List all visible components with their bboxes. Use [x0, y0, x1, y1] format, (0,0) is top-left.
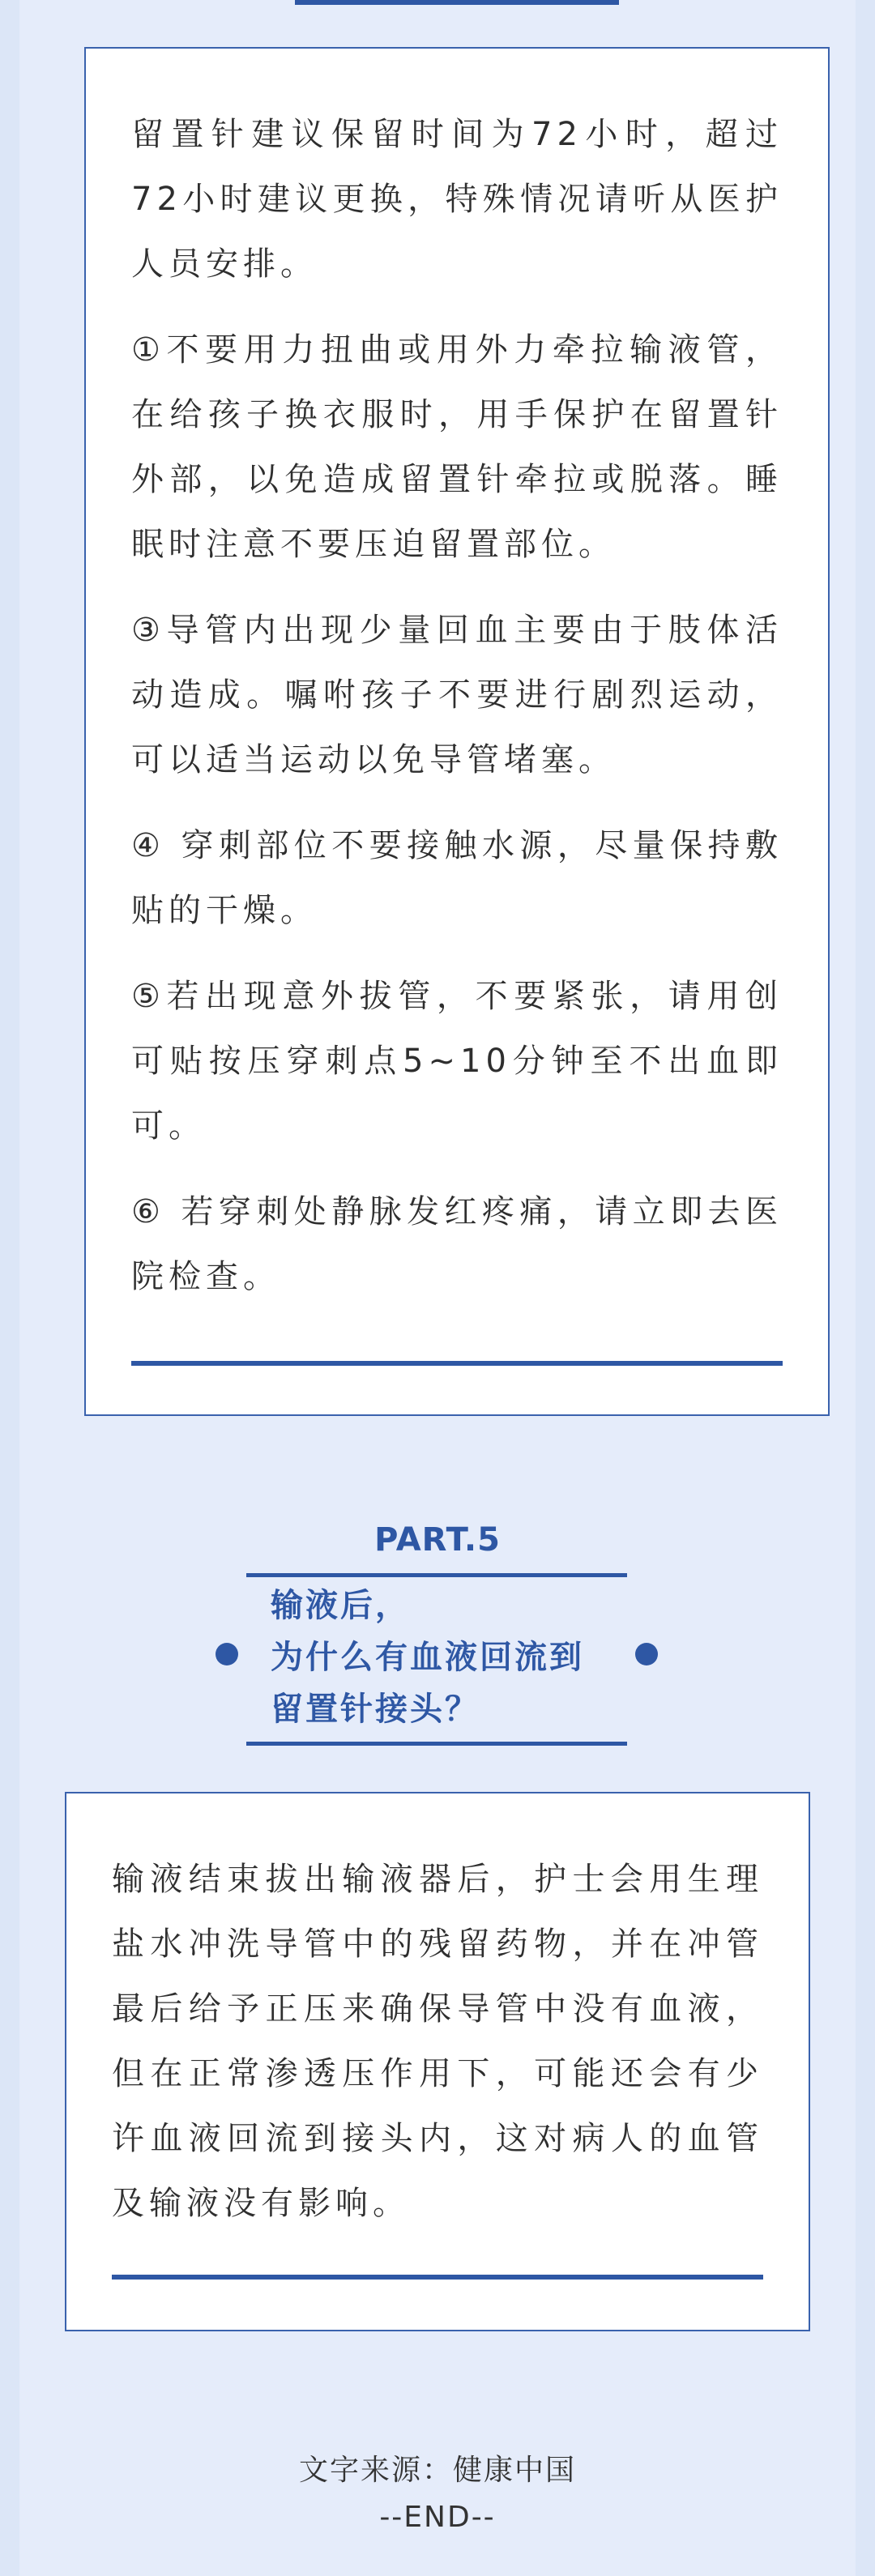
tips-paragraph: 留置针建议保留时间为72小时，超过72小时建议更换，特殊情况请听从医护人员安排。: [131, 116, 783, 283]
answer-card: [65, 1792, 810, 2331]
tips-paragraph: ③导管内出现少量回血主要由于肢体活动造成。嘱咐孩子不要进行剧烈运动，可以适当运动以免导管堵塞。: [131, 612, 783, 778]
heading-bottom-divider: [246, 1742, 627, 1746]
heading-line: 输液后，: [271, 1587, 410, 1624]
card-bottom-divider: [131, 1361, 783, 1366]
heading-line: 为什么有血液回流到: [271, 1639, 584, 1676]
bullet-dot-left: [216, 1643, 238, 1665]
tips-paragraph: ⑥ 若穿刺处静脉发红疼痛，请立即去医院检查。: [131, 1193, 783, 1295]
source-credit: 文字来源：健康中国: [298, 2454, 576, 2487]
end-marker: --END--: [379, 2501, 496, 2534]
tips-card: [84, 47, 830, 1416]
bullet-dot-right: [635, 1643, 658, 1665]
heading-top-divider: [246, 1573, 627, 1577]
tips-paragraph: ④ 穿刺部位不要接触水源，尽量保持敷贴的干燥。: [131, 827, 783, 929]
card-bottom-divider: [112, 2275, 763, 2280]
part-label: PART.5: [374, 1521, 501, 1559]
heading-line: 留置针接头？: [271, 1691, 480, 1728]
tips-paragraph: ⑤若出现意外拔管，不要紧张，请用创可贴按压穿刺点5~10分钟至不出血即可。: [131, 978, 783, 1145]
tips-paragraph: ①不要用力扭曲或用外力牵拉输液管，在给孩子换衣服时，用手保护在留置针外部，以免造成留置针牵拉或脱落。睡眠时注意不要压迫留置部位。: [131, 331, 783, 563]
section-heading: [271, 1580, 627, 1735]
answer-paragraph: 输液结束拔出输液器后，护士会用生理盐水冲洗导管中的残留药物，并在冲管最后给予正压来确保导管中没有血液，但在正常渗透压作用下，可能还会有少许血液回流到接头内，这对病人的血管及输液没有影响。: [112, 1861, 763, 2222]
top-divider: [295, 0, 619, 5]
